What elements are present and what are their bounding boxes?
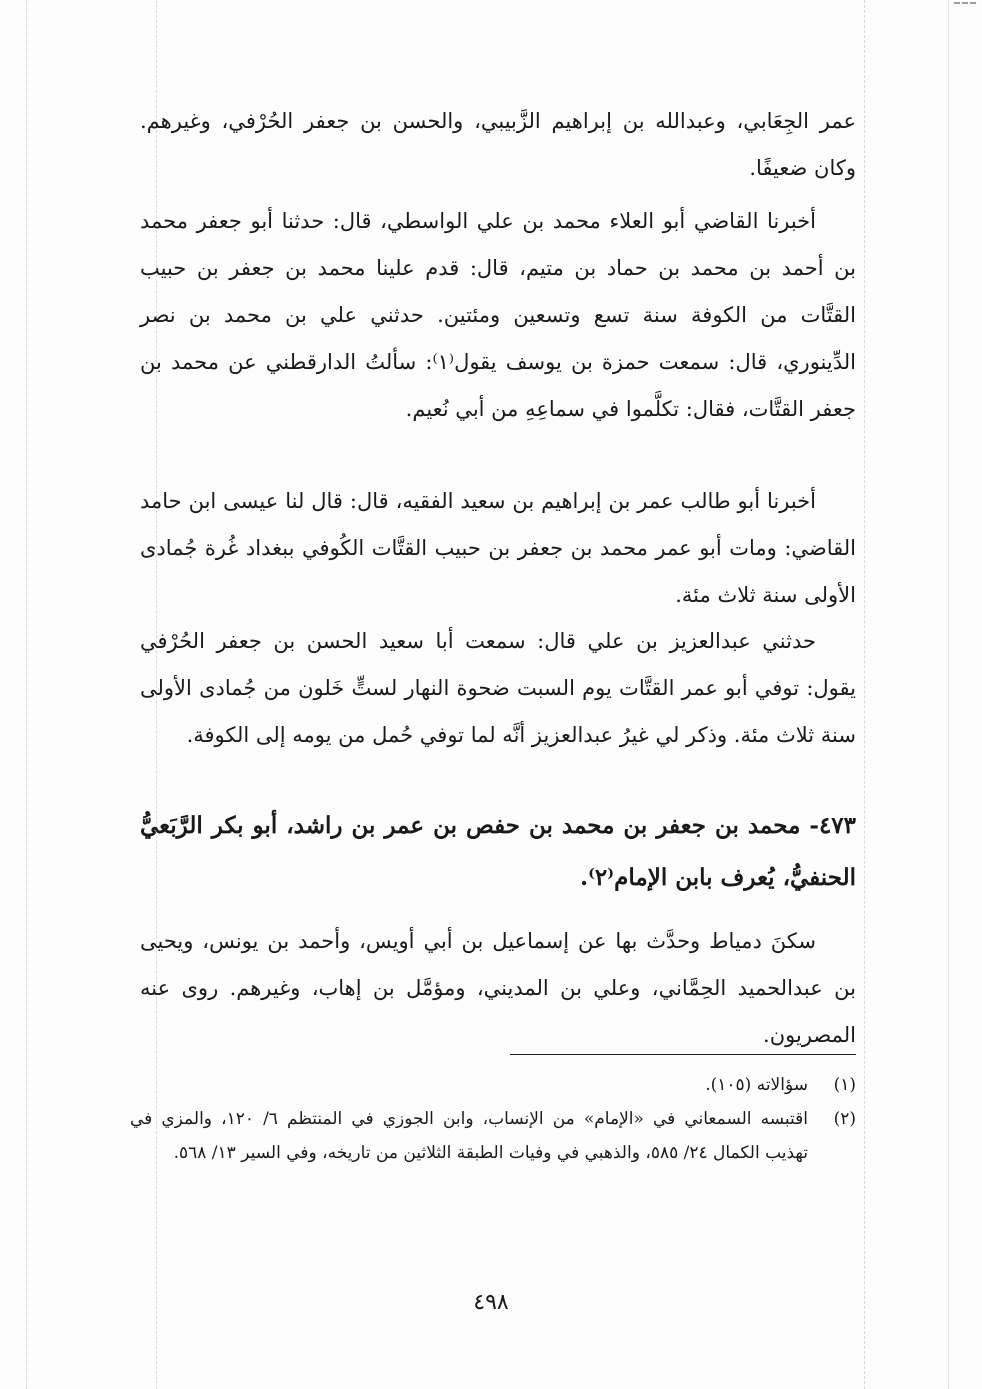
paragraph-narration xyxy=(140,478,856,619)
footnote-number: (١) xyxy=(833,1075,856,1095)
footnote-text: سؤالاته (١٠٥). xyxy=(705,1075,808,1095)
paragraph-text: سكنَ دمياط وحدَّث بها عن إسماعيل بن أبي أويس، وأحمد بن يونس، ويحيى بن عبدالحميد الحِمَّاني، وعلي بن المديني، ومؤمَّل بن إهاب، وغيرهم. روى عنه المصريون. xyxy=(140,929,856,1047)
footnote-number: (٢) xyxy=(833,1109,856,1129)
paragraph-narration xyxy=(140,618,856,759)
footnote-text: اقتبسه السمعاني في «الإمام» من الإنساب، وابن الجوزي في المنتظم ٦/ ١٢٠، والمزي في تهذيب الكمال ٢٤/ ٥٨٥، والذهبي في وفيات الطبقة الثلاثين من تاريخه، وفي السير ١٣/ ٥٦٨. xyxy=(130,1109,808,1163)
footnote-divider xyxy=(510,1054,856,1055)
footnote-1 xyxy=(130,1068,856,1102)
scan-corner-mark xyxy=(954,2,976,14)
entry-paragraph xyxy=(140,918,856,1059)
paragraph-narration xyxy=(140,198,856,433)
page-number: ٤٩٨ xyxy=(473,1290,509,1315)
paragraph-text: أخبرنا القاضي أبو العلاء محمد بن علي الواسطي، قال: حدثنا أبو جعفر محمد بن أحمد بن محمد بن حماد بن متيم، قال: قدم علينا محمد بن جعفر بن حبيب القتَّات من الكوفة سنة تسع وتسعين ومئتين. حدثني علي بن محمد بن نصر الدِّينوري، قال: سمعت حمزة بن يوسف يقول⁽١⁾: سألتُ الدارقطني عن محمد بن جعفر القتَّات، فقال: تكلَّموا في سماعِهِ من أبي نُعيم. xyxy=(140,209,856,421)
paragraph-continuation xyxy=(140,98,856,192)
paragraph-text: أخبرنا أبو طالب عمر بن إبراهيم بن سعيد الفقيه، قال: قال لنا عيسى ابن حامد القاضي: ومات أبو عمر محمد بن جعفر بن حبيب القتَّات الكُوفي ببغداد غُرة جُمادى الأولى سنة ثلاث مئة. xyxy=(140,489,856,607)
footnote-2 xyxy=(130,1102,856,1170)
paragraph-text: حدثني عبدالعزيز بن علي قال: سمعت أبا سعيد الحسن بن جعفر الحُرْفي يقول: توفي أبو عمر القتَّات يوم السبت ضحوة النهار لستٍّ خَلون من جُمادى الأولى سنة ثلاث مئة. وذكر لي غيرُ عبدالعزيز أنَّه لما توفي حُمل من يومه إلى الكوفة. xyxy=(140,629,856,747)
footnotes xyxy=(130,1068,856,1170)
scan-artifact-line xyxy=(948,0,949,1389)
entry-heading xyxy=(140,800,856,904)
paragraph-text: عمر الجِعَابي، وعبدالله بن إبراهيم الزَّبيبي، والحسن بن جعفر الحُرْفي، وغيرهم. وكان ضعيفًا. xyxy=(140,109,856,180)
scan-artifact-line xyxy=(864,0,865,1389)
scan-artifact-line xyxy=(26,0,27,1389)
entry-heading-text: ٤٧٣- محمد بن جعفر بن محمد بن حفص بن عمر بن راشد، أبو بكر الرَّبَعيُّ الحنفيُّ، يُعرف بابن الإمام⁽٢⁾. xyxy=(140,812,856,891)
